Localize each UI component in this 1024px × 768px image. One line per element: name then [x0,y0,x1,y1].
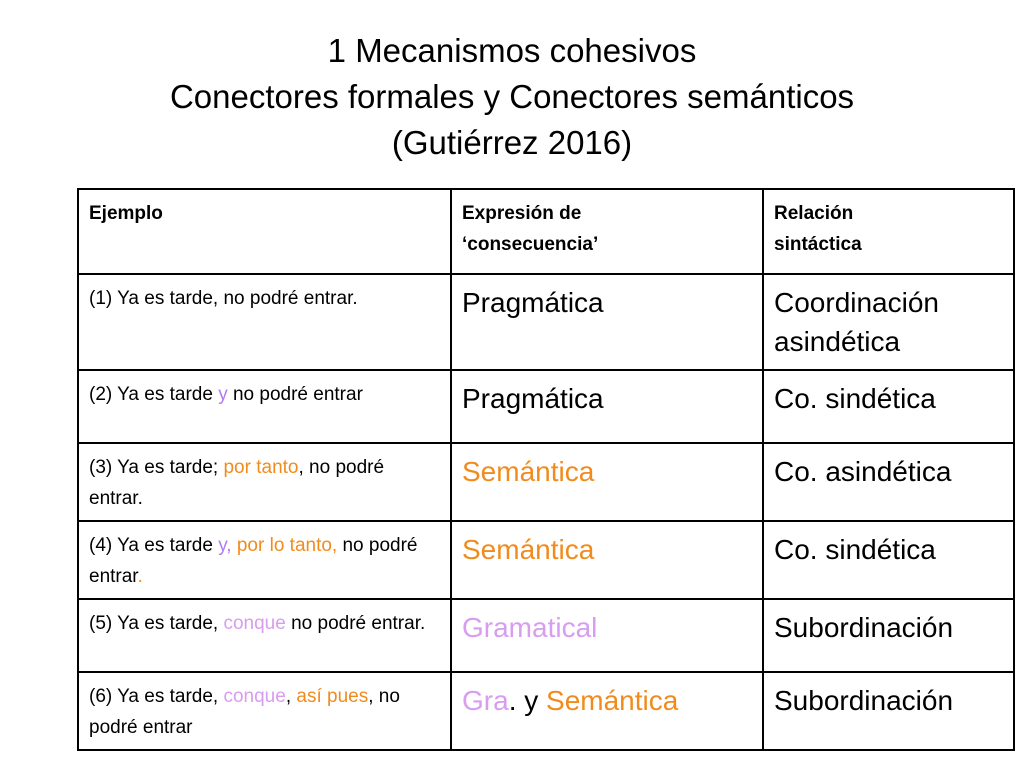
expression-cell [451,443,763,521]
example-text: , no podré entrar. [89,457,385,509]
table-header-row [78,189,1014,274]
relation-text: Subordinación [774,685,954,716]
relation-cell [763,443,1014,521]
header-expression-line2: ‘consecuencia’ [462,234,599,255]
table-row [78,274,1014,370]
relation-text: Coordinación asindética [774,287,939,357]
table-row [78,443,1014,521]
header-expression-line1: Expresión de [462,203,582,224]
example-cell [78,443,451,521]
expression-text: Semántica [546,685,679,716]
header-example [78,189,451,274]
example-text: , no podré entrar [89,686,400,738]
relation-cell [763,599,1014,672]
relation-text: Co. sindética [774,534,936,565]
connector-highlight: y [218,384,228,405]
title-line-2: Conectores formales y Conectores semánticos [169,78,855,115]
connectors-table [77,188,1015,751]
relation-cell [763,521,1014,599]
expression-text: Pragmática [462,383,604,414]
expression-text: Gra [462,685,509,716]
relation-cell [763,672,1014,750]
relation-cell [763,274,1014,370]
title-line-3: (Gutiérrez 2016) [391,124,633,161]
expression-cell [451,521,763,599]
connector-highlight: por tanto [223,457,299,478]
connector-highlight: . [137,566,143,587]
example-text: no podré entrar. [285,613,426,634]
example-cell [78,521,451,599]
expression-text: Semántica [462,456,595,487]
example-text: (3) Ya es tarde; [89,457,224,478]
relation-text: Co. sindética [774,383,936,414]
example-text: no podré entrar [89,535,418,587]
expression-cell [451,599,763,672]
expression-text: . y [508,685,547,716]
example-text: (4) Ya es tarde [89,535,219,556]
example-text: (6) Ya es tarde, [89,686,224,707]
expression-cell [451,672,763,750]
header-relation-line1: Relación [774,203,854,224]
relation-text: Co. asindética [774,456,952,487]
expression-text: Pragmática [462,287,604,318]
example-text: no podré entrar [227,384,363,405]
table-row [78,672,1014,750]
example-cell [78,672,451,750]
header-relation-line2: sintáctica [774,234,862,255]
connector-highlight: conque [223,686,286,707]
example-text: (5) Ya es tarde, [89,613,224,634]
connector-highlight: por lo tanto, [236,535,338,556]
example-cell [78,370,451,443]
expression-cell [451,274,763,370]
connector-highlight: así pues [296,686,369,707]
connector-highlight: conque [223,613,286,634]
example-text: (1) Ya es tarde, no podré entrar. [89,288,358,309]
table-row [78,521,1014,599]
example-text: , [285,686,297,707]
relation-cell [763,370,1014,443]
relation-text: Subordinación [774,612,954,643]
example-cell [78,599,451,672]
table-row [78,599,1014,672]
header-relation [763,189,1014,274]
example-text: (2) Ya es tarde [89,384,219,405]
example-cell [78,274,451,370]
expression-text: Gramatical [462,612,598,643]
slide-title [0,28,1024,166]
expression-text: Semántica [462,534,595,565]
header-example-label: Ejemplo [89,203,163,224]
title-line-1: 1 Mecanismos cohesivos [327,32,697,69]
expression-cell [451,370,763,443]
table-row [78,370,1014,443]
connector-highlight: y, [218,535,232,556]
header-expression [451,189,763,274]
